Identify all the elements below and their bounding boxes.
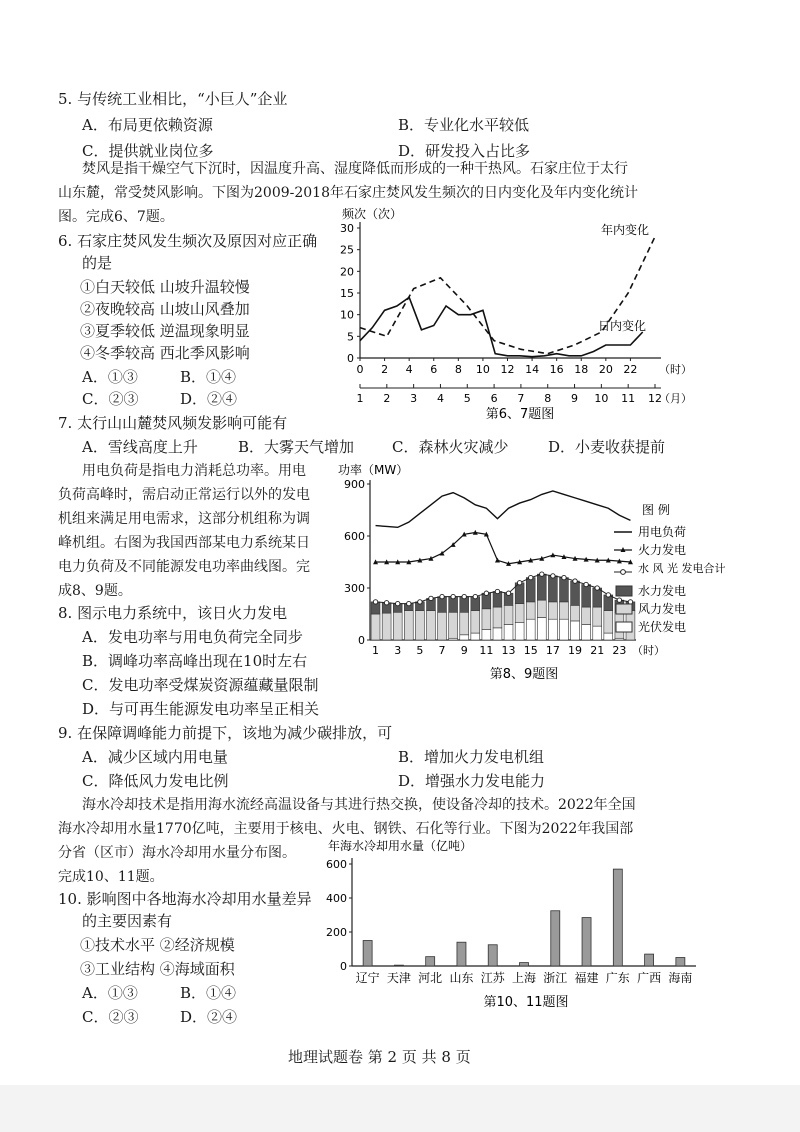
q6-stem-line1: 6. 石家庄焚风发生频次及原因对应正确 [58, 232, 318, 250]
chart2-point-renewable-total [396, 601, 400, 605]
q7-stem: 7. 太行山山麓焚风频发影响可能有 [58, 414, 288, 432]
chart3-bar-4 [457, 942, 466, 966]
chart3-category-label: 浙江 [543, 971, 568, 985]
chart2-bar-wind [548, 602, 557, 619]
chart2-xtick-label: 13 [501, 644, 516, 657]
chart1-month-label: 7 [517, 392, 525, 405]
chart2-point-renewable-total [484, 591, 488, 595]
chart2-point-renewable-total [584, 582, 588, 586]
chart2-bar-wind [449, 612, 458, 638]
chart2-point-renewable-total [551, 574, 555, 578]
chart2-bar-hydro [526, 578, 535, 602]
chart3-category-label: 江苏 [480, 971, 505, 985]
chart2-bar-solar [560, 619, 569, 640]
chart2-bar-wind [582, 607, 591, 624]
chart3-caption: 第10、11题图 [483, 995, 569, 1010]
chart2-bar-wind [438, 612, 447, 640]
chart1-month-label: 12 [648, 392, 662, 405]
chart2-legend-wind: 风力发电 [638, 602, 687, 616]
chart1-month-label: 5 [463, 392, 471, 405]
q5-option-b: B．专业化水平较低 [398, 116, 530, 134]
chart2-bar-wind [526, 602, 535, 619]
chart3-bar-1 [363, 941, 372, 967]
chart1-month-label: 10 [594, 392, 609, 405]
q5-stem: 5. 与传统工业相比，“小巨人”企业 [58, 90, 288, 108]
chart1-hour-label: 4 [405, 363, 413, 376]
chart3-bar-3 [426, 957, 435, 966]
chart2-ytick-label: 600 [344, 530, 365, 543]
chart1-hour-label: 14 [525, 363, 540, 376]
q9-option-b: B．增加火力发电机组 [398, 748, 545, 766]
chart3-category-label: 上海 [511, 971, 537, 985]
chart1-ytick-label: 20 [340, 265, 354, 279]
chart2-bar-wind [537, 600, 546, 617]
q7-option-d: D．小麦收获提前 [548, 438, 666, 456]
intro67-line1: 焚风是指干燥空气下沉时，因温度升高、湿度降低而形成的一种干热风。石家庄位于太行 [82, 161, 628, 177]
chart2-point-renewable-total [384, 601, 388, 605]
q10-item-1: ①技术水平 ②经济规模 [80, 936, 235, 954]
chart2-ytick-label: 300 [344, 582, 365, 595]
chart2-legend-hydro-swatch [616, 586, 632, 596]
chart1-hour-label: 18 [574, 363, 589, 376]
chart2-legend-thermal: 火力发电 [638, 543, 687, 557]
chart2-bar-hydro [560, 578, 569, 602]
q6-item-1: ①白天较低 山坡升温较慢 [80, 278, 250, 296]
chart2-point-renewable-total [595, 586, 599, 590]
q6-stem-line2: 的是 [82, 254, 113, 272]
chart2-bar-solar [604, 633, 613, 640]
bottom-margin [0, 1085, 800, 1132]
chart2-line-thermal [376, 533, 631, 564]
chart2-legend-renewable-marker [621, 570, 626, 575]
chart1-month-label: 6 [490, 392, 498, 405]
chart3-ytick-label: 0 [340, 960, 347, 973]
chart1-ylabel: 频次（次） [342, 207, 403, 221]
chart2-bar-wind [515, 604, 524, 623]
chart1-month-label: 3 [410, 392, 418, 405]
chart2-point-thermal [495, 558, 500, 563]
chart2-bar-wind [560, 602, 569, 619]
q7-option-c: C．森林火灾减少 [392, 438, 509, 456]
q10-stem-line2: 的主要因素有 [82, 912, 173, 930]
chart1-month-label: 4 [436, 392, 444, 405]
q6-option-a: A．①③ [82, 368, 138, 386]
chart2-bar-wind [382, 613, 391, 640]
chart3-ytick-label: 200 [326, 926, 347, 939]
chart3-bar-5 [488, 945, 497, 966]
chart3-bar-2 [394, 965, 403, 966]
chart1-month-label: 2 [383, 392, 391, 405]
chart2-bar-wind [460, 612, 469, 635]
chart2-legend-title: 图 例 [642, 503, 670, 517]
intro1011-line2: 海水冷却用水量1770亿吨，主要用于核电、火电、钢铁、石化等行业。下图为2022年我国部 [58, 821, 634, 837]
chart2-line-load [376, 491, 631, 527]
chart1-month-label: 9 [571, 392, 579, 405]
q9-option-c: C．降低风力发电比例 [82, 772, 229, 790]
chart2-bar-hydro [593, 588, 602, 607]
chart2-bar-solar [571, 621, 580, 640]
chart2-legend-hydro: 水力发电 [638, 584, 687, 598]
chart2-point-renewable-total [495, 589, 499, 593]
chart2-legend-load: 用电负荷 [638, 525, 687, 539]
q5-option-a: A．布局更依赖资源 [82, 116, 213, 134]
chart2-xtick-label: 5 [416, 644, 424, 657]
intro1011-line4: 完成10、11题。 [58, 869, 164, 885]
chart2-bar-wind [493, 607, 502, 628]
q6-option-d: D．②④ [180, 390, 238, 408]
chart1-hour-unit: （时） [659, 363, 692, 376]
chart2-bar-wind [482, 609, 491, 630]
q9-stem: 9. 在保障调峰能力前提下，该地为减少碳排放，可 [58, 724, 393, 742]
chart1-ytick-label: 15 [340, 287, 354, 300]
chart2-bar-solar [582, 624, 591, 640]
chart2-bar-wind [604, 611, 613, 634]
chart2-point-renewable-total [440, 594, 444, 598]
chart3-bar-9 [613, 869, 622, 966]
chart2-point-renewable-total [462, 594, 466, 598]
chart2-ytick-label: 900 [344, 478, 365, 491]
chart2-ylabel: 功率（MW） [338, 463, 409, 477]
intro89-line4: 峰机组。右图为我国西部某电力系统某日 [58, 535, 310, 551]
chart3-bar-7 [551, 911, 560, 966]
q10-stem-line1: 10. 影响图中各地海水冷却用水量差异 [58, 890, 312, 908]
chart3-bar-6 [520, 963, 529, 966]
chart1-hour-label: 20 [598, 363, 613, 376]
chart2-bar-wind [371, 614, 380, 640]
chart3-category-label: 天津 [386, 971, 411, 985]
chart2-bar-hydro [537, 574, 546, 600]
chart1-month-unit: （月） [659, 392, 692, 405]
q6-option-b: B．①④ [180, 368, 237, 386]
intro89-line5: 电力负荷及不同能源发电功率曲线图。完 [58, 559, 310, 575]
chart2-point-renewable-total [573, 579, 577, 583]
chart3-category-label: 广西 [637, 971, 662, 985]
chart1-hour-label: 0 [356, 363, 364, 376]
chart2-bar-solar [548, 619, 557, 640]
seawater-cooling-chart [326, 838, 706, 1048]
chart2-xtick-label: 21 [590, 644, 605, 657]
chart2-point-renewable-total [473, 594, 477, 598]
chart1-ytick-label: 25 [340, 243, 354, 257]
q9-option-a: A．减少区域内用电量 [82, 748, 228, 766]
chart2-ytick-label: 0 [358, 634, 365, 647]
chart1-series-yearly [360, 237, 655, 354]
chart3-ylabel: 年海水冷却用水量（亿吨） [328, 839, 473, 853]
q6-item-2: ②夜晚较高 山坡山风叠加 [80, 300, 250, 318]
chart2-bar-solar [493, 628, 502, 640]
q6-item-4: ④冬季较高 西北季风影响 [80, 344, 250, 362]
chart2-bar-hydro [571, 581, 580, 605]
chart2-bar-wind [504, 605, 513, 624]
chart3-category-label: 广东 [605, 971, 630, 985]
q10-option-d: D．②④ [180, 1008, 238, 1026]
chart2-xtick-label: 17 [545, 644, 560, 657]
q5-option-d: D．研发投入占比多 [398, 142, 531, 160]
intro1011-line1: 海水冷却技术是指用海水流经高温设备与其进行热交换，使设备冷却的技术。2022年全国 [82, 797, 636, 813]
chart1-ytick-label: 30 [340, 222, 354, 235]
chart2-legend-solar: 光伏发电 [638, 620, 687, 634]
chart2-bar-solar [460, 635, 469, 640]
q9-option-d: D．增强水力发电能力 [398, 772, 546, 790]
q10-option-c: C．②③ [82, 1008, 139, 1026]
chart2-point-renewable-total [529, 575, 533, 579]
chart2-point-renewable-total [418, 600, 422, 604]
chart2-xtick-label: 3 [394, 644, 402, 657]
q8-option-c: C．发电功率受煤炭资源蕴藏量限制 [82, 676, 319, 694]
chart3-bar-10 [645, 954, 654, 966]
chart2-point-renewable-total [407, 601, 411, 605]
q6-item-3: ③夏季较低 逆温现象明显 [80, 322, 250, 340]
q5-option-c: C．提供就业岗位多 [82, 142, 214, 160]
chart2-point-renewable-total [606, 593, 610, 597]
chart1-ytick-label: 10 [340, 308, 354, 322]
chart3-ytick-label: 600 [326, 858, 347, 871]
chart2-point-renewable-total [617, 598, 621, 602]
chart1-hour-label: 12 [500, 363, 515, 376]
chart1-month-label: 8 [544, 392, 552, 405]
chart3-bar-8 [582, 918, 591, 966]
chart1-month-label: 1 [356, 392, 364, 405]
chart2-xtick-label: 19 [568, 644, 583, 657]
chart3-bar-11 [676, 958, 685, 967]
chart2-legend-wind-swatch [616, 604, 632, 614]
chart2-bar-wind [427, 611, 436, 640]
chart2-point-renewable-total [628, 600, 632, 604]
page-footer: 地理试题卷 第 2 页 共 8 页 [288, 1048, 471, 1066]
chart2-legend-solar-swatch [616, 622, 632, 632]
chart2-bar-wind [415, 611, 424, 640]
intro89-line1: 用电负荷是指电力消耗总功率。用电 [82, 463, 306, 479]
q10-option-b: B．①④ [180, 984, 237, 1002]
chart2-xtick-label: 1 [372, 644, 380, 657]
chart1-label-daily: 日内变化 [597, 319, 647, 333]
intro89-line6: 成8、9题。 [58, 583, 132, 599]
chart2-bar-wind [471, 611, 480, 634]
chart2-xtick-label: 11 [479, 644, 494, 657]
chart2-point-renewable-total [562, 575, 566, 579]
chart3-ytick-label: 400 [326, 892, 347, 905]
chart2-point-renewable-total [540, 572, 544, 576]
chart1-hour-label: 16 [549, 363, 564, 376]
intro67-line3: 图。完成6、7题。 [58, 209, 174, 225]
chart2-xtick-label: 23 [612, 644, 627, 657]
chart1-month-label: 11 [621, 392, 636, 405]
chart1-hour-label: 8 [454, 363, 462, 376]
chart1-ytick-label: 5 [347, 330, 354, 344]
chart1-hour-label: 10 [475, 363, 490, 376]
chart1-hour-label: 22 [623, 363, 638, 376]
chart2-bar-solar [482, 630, 491, 640]
q10-item-2: ③工业结构 ④海域面积 [80, 960, 235, 978]
chart1-ytick-label: 0 [347, 352, 354, 365]
chart2-bar-solar [593, 626, 602, 640]
chart2-x-unit: （时） [632, 644, 665, 657]
chart2-caption: 第8、9题图 [489, 667, 559, 682]
chart2-xtick-label: 15 [523, 644, 538, 657]
chart3-category-label: 山东 [449, 971, 474, 985]
chart1-label-yearly: 年内变化 [600, 223, 650, 237]
chart2-bar-solar [515, 623, 524, 640]
chart2-point-renewable-total [373, 600, 377, 604]
chart2-bar-wind [571, 605, 580, 621]
power-load-chart [336, 462, 726, 692]
chart2-point-renewable-total [517, 581, 521, 585]
chart2-bar-solar [471, 633, 480, 640]
q8-stem: 8. 图示电力系统中，该日火力发电 [58, 604, 288, 622]
chart3-category-label: 福建 [574, 971, 599, 985]
chart3-category-label: 辽宁 [355, 971, 380, 985]
chart2-bar-wind [393, 612, 402, 640]
q10-option-a: A．①③ [82, 984, 138, 1002]
q7-option-b: B．大雾天气增加 [238, 438, 355, 456]
chart2-bar-wind [593, 607, 602, 626]
intro1011-line3: 分省（区市）海水冷却用水量分布图。 [58, 845, 296, 861]
chart2-point-renewable-total [429, 596, 433, 600]
chart1-caption: 第6、7题图 [485, 407, 555, 422]
chart3-category-label: 海南 [668, 971, 693, 985]
chart2-line-renewable-total [376, 574, 631, 603]
chart1-hour-label: 2 [381, 363, 389, 376]
chart3-category-label: 河北 [418, 971, 443, 985]
chart2-bar-solar [504, 624, 513, 640]
chart2-bar-hydro [582, 585, 591, 608]
chart2-point-renewable-total [506, 591, 510, 595]
chart2-bar-hydro [548, 576, 557, 602]
q6-option-c: C．②③ [82, 390, 139, 408]
chart2-xtick-label: 9 [460, 644, 468, 657]
chart2-xtick-label: 7 [438, 644, 446, 657]
q8-option-a: A．发电功率与用电负荷完全同步 [82, 628, 303, 646]
q8-option-b: B．调峰功率高峰出现在10时左右 [82, 652, 308, 670]
chart1-hour-label: 6 [430, 363, 438, 376]
intro89-line2: 负荷高峰时，需启动正常运行以外的发电 [58, 487, 310, 503]
q7-option-a: A．雪线高度上升 [82, 438, 198, 456]
chart2-point-renewable-total [451, 594, 455, 598]
chart2-bar-wind [404, 611, 413, 640]
chart2-bar-solar [526, 619, 535, 640]
chart2-legend-renewable: 水 风 光 发电合计 [638, 562, 726, 575]
intro67-line2: 山东麓，常受焚风影响。下图为2009-2018年石家庄焚风发生频次的日内变化及年内变化统计 [58, 185, 638, 201]
foehn-frequency-chart [330, 206, 700, 436]
q8-option-d: D．与可再生能源发电功率呈正相关 [82, 700, 320, 718]
chart2-bar-solar [537, 617, 546, 640]
intro89-line3: 机组来满足用电需求，这部分机组称为调 [58, 511, 310, 527]
